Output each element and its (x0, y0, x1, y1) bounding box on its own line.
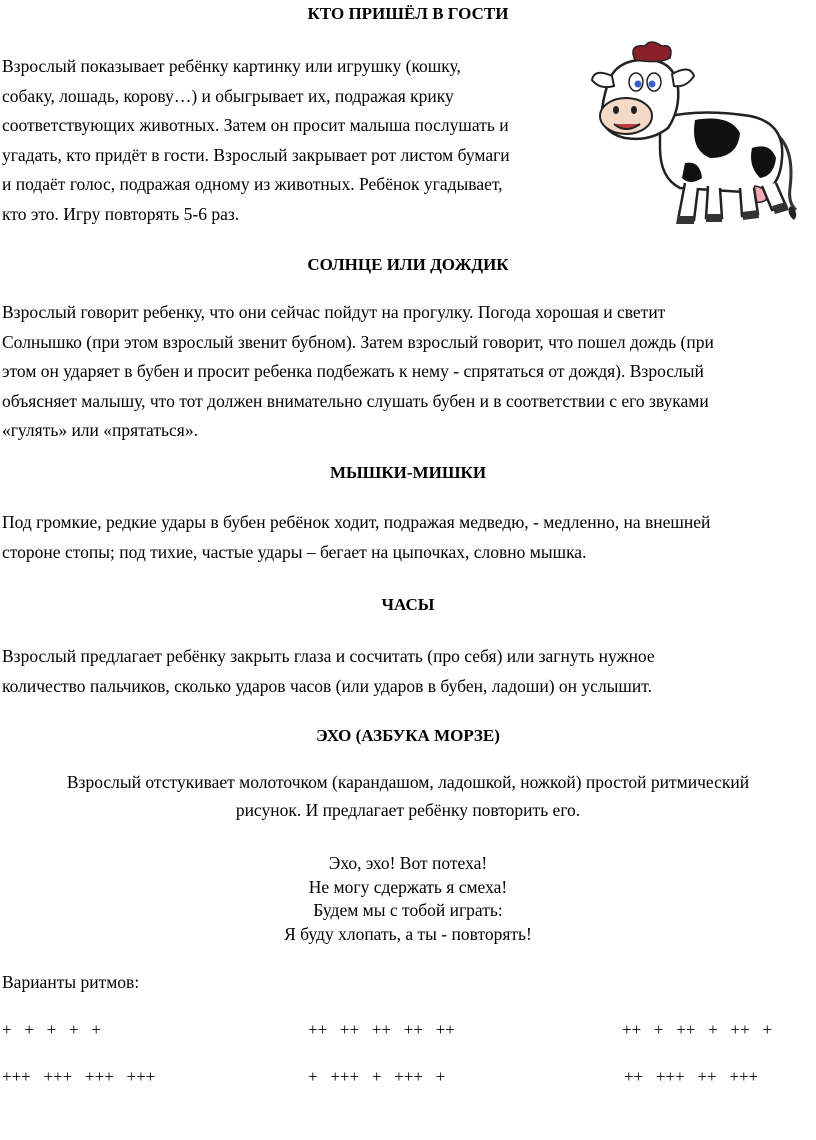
text-line: Под громкие, редкие удары в бубен ребёнок ходит, подражая медведю, - медленно, на внешней (2, 512, 711, 532)
section-title-guests: КТО ПРИШЁЛ В ГОСТИ (307, 4, 509, 23)
rhythm-pattern: + + + + + (2, 1020, 101, 1039)
rhythm-pattern: + +++ + +++ + (308, 1067, 446, 1086)
text-line: Взрослый предлагает ребёнку закрыть глаза и сосчитать (про себя) или загнуть нужное (2, 646, 655, 666)
paragraph-guests (2, 52, 578, 229)
section-title-mice-bears: МЫШКИ-МИШКИ (329, 463, 487, 482)
cow-illustration (590, 38, 810, 228)
paragraph-mice-bears (2, 508, 814, 567)
text-line: стороне стопы; под тихие, частые удары – бегает на цыпочках, словно мышка. (2, 541, 587, 562)
paragraph-echo (0, 768, 816, 824)
text-line: угадать, кто придёт в гости. Взрослый закрывает рот листом бумаги (2, 144, 510, 165)
section-title-clock: ЧАСЫ (381, 595, 435, 614)
text-line: Взрослый отстукивает молоточком (карандашом, ладошкой, ножкой) простой ритмический (66, 772, 750, 792)
text-line: объясняет малышу, что тот должен внимательно слушать бубен и в соответствии с его звуками (2, 390, 709, 411)
rhythm-pattern: +++ +++ +++ +++ (2, 1067, 156, 1086)
text-line: собаку, лошадь, корову…) и обыгрывает их, подражая крику (2, 85, 454, 106)
paragraph-clock (2, 642, 814, 701)
section-title-sun-rain: СОЛНЦЕ ИЛИ ДОЖДИК (307, 255, 509, 274)
poem-line: Эхо, эхо! Вот потеха! (328, 853, 488, 873)
text-line: «гулять» или «прятаться». (2, 420, 198, 440)
poem-line: Не могу сдержать я смеха! (308, 876, 508, 897)
text-line: этом он ударяет в бубен и просит ребенка подбежать к нему - спрятаться от дождя). Взрослый (2, 361, 704, 381)
rhythm-pattern: ++ ++ ++ ++ ++ (308, 1020, 455, 1039)
text-line: количество пальчиков, сколько ударов часов (или ударов в бубен, ладоши) он услышит. (2, 675, 652, 696)
text-line: Взрослый говорит ребенку, что они сейчас пойдут на прогулку. Погода хорошая и светит (2, 302, 666, 322)
echo-poem (0, 852, 816, 946)
rhythm-variants-label: Варианты ритмов: (2, 972, 140, 992)
rhythm-pattern: ++ +++ ++ +++ (624, 1067, 759, 1086)
text-line: соответствующих животных. Затем он просит малыша послушать и (2, 115, 509, 135)
section-title-echo: ЭХО (АЗБУКА МОРЗЕ) (316, 726, 500, 745)
rhythm-pattern: ++ + ++ + ++ + (622, 1020, 773, 1039)
text-line: Солнышко (при этом взрослый звенит бубном). Затем взрослый говорит, что пошел дождь (при (2, 331, 714, 352)
paragraph-sun-rain (2, 298, 814, 446)
text-line: рисунок. И предлагает ребёнку повторить его. (235, 800, 581, 820)
text-line: и подаёт голос, подражая одному из животных. Ребёнок угадывает, (2, 174, 503, 194)
poem-line: Будем мы с тобой играть: (313, 900, 503, 920)
poem-line: Я буду хлопать, а ты - повторять! (284, 923, 532, 944)
text-line: Взрослый показывает ребёнку картинку или игрушку (кошку, (2, 56, 461, 76)
text-line: кто это. Игру повторять 5-6 раз. (2, 203, 240, 224)
